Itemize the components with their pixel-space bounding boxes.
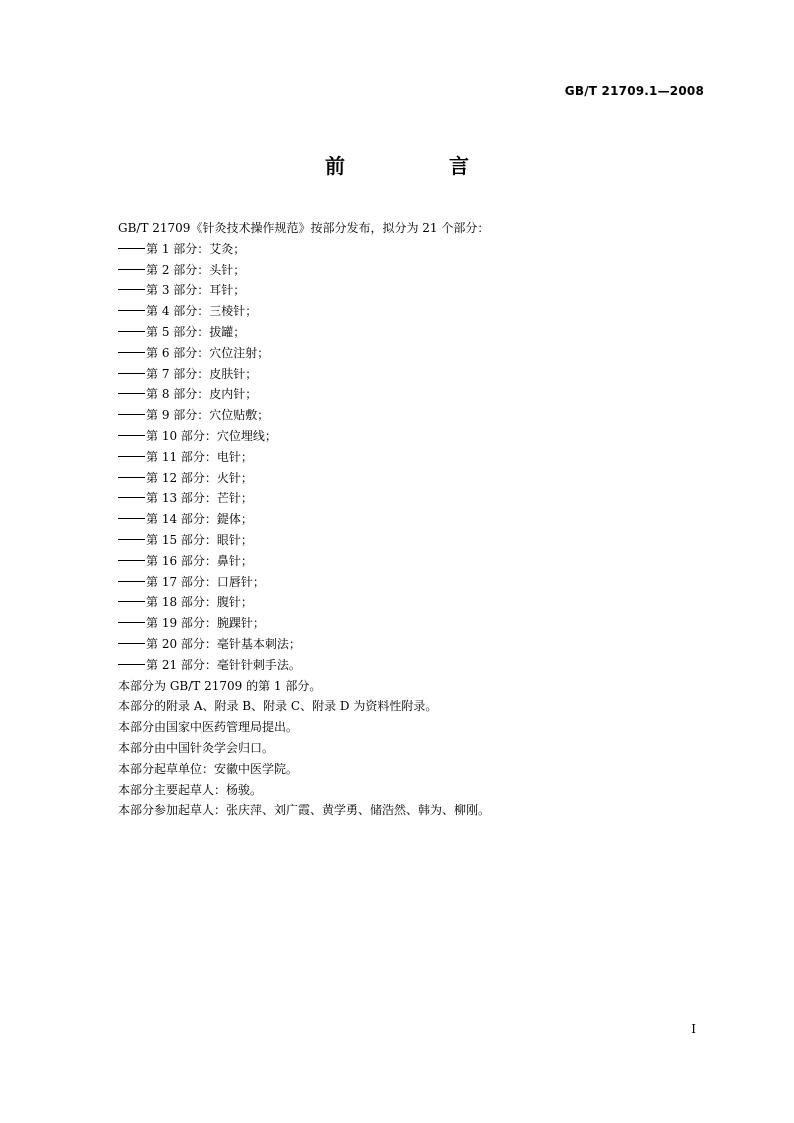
- part-label: 第 18 部分：腹针；: [146, 595, 253, 610]
- em-dash-marker: [118, 456, 145, 457]
- em-dash-marker: [118, 581, 145, 582]
- part-label: 第 14 部分：鍉体；: [146, 512, 253, 527]
- part-label: 第 4 部分：三棱针；: [146, 304, 258, 319]
- part-label: 第 1 部分：艾灸；: [146, 241, 246, 256]
- part-list-item: [118, 322, 708, 343]
- em-dash-marker: [118, 518, 145, 519]
- foreword-body: [118, 218, 708, 821]
- part-label: 第 13 部分：芒针；: [146, 491, 253, 506]
- statement-line: 本部分为 GB/T 21709 的第 1 部分。: [118, 678, 322, 693]
- intro-paragraph: GB/T 21709《针灸技术操作规范》按部分发布，拟分为 21 个部分：: [118, 221, 490, 235]
- em-dash-marker: [118, 352, 145, 353]
- part-label: 第 12 部分：火针；: [146, 470, 253, 485]
- part-label: 第 8 部分：皮内针；: [146, 387, 258, 402]
- em-dash-marker: [118, 310, 145, 311]
- part-label: 第 15 部分：眼针；: [146, 532, 253, 547]
- statement-line: 本部分起草单位：安徽中医学院。: [118, 761, 299, 776]
- part-list-item: [118, 634, 708, 655]
- statements-list: [118, 676, 708, 822]
- part-list-item: [118, 468, 708, 489]
- part-label: 第 2 部分：头针；: [146, 262, 246, 277]
- page-title: 前 言: [325, 154, 511, 178]
- statement-line: 本部分由中国针灸学会归口。: [118, 740, 275, 755]
- part-list-item: [118, 426, 708, 447]
- part-label: 第 3 部分：耳针；: [146, 283, 246, 298]
- statement-line: 本部分的附录 A、附录 B、附录 C、附录 D 为资料性附录。: [118, 699, 438, 714]
- part-list-item: [118, 613, 708, 634]
- part-label: 第 17 部分：口唇针；: [146, 574, 265, 589]
- em-dash-marker: [118, 601, 145, 602]
- statement-line: 本部分主要起草人：杨骏。: [118, 782, 263, 797]
- em-dash-marker: [118, 248, 145, 249]
- part-list-item: [118, 301, 708, 322]
- part-list-item: [118, 260, 708, 281]
- em-dash-marker: [118, 643, 145, 644]
- part-label: 第 10 部分：穴位埋线；: [146, 428, 277, 443]
- part-label: 第 21 部分：毫针针刺手法。: [146, 657, 301, 672]
- part-label: 第 7 部分：皮肤针；: [146, 366, 258, 381]
- part-list-item: [118, 239, 708, 260]
- em-dash-marker: [118, 289, 145, 290]
- part-list-item: [118, 509, 708, 530]
- em-dash-marker: [118, 664, 145, 665]
- part-list-item: [118, 572, 708, 593]
- part-label: 第 5 部分：拔罐；: [146, 324, 246, 339]
- em-dash-marker: [118, 393, 145, 394]
- part-label: 第 20 部分：毫针基本刺法；: [146, 636, 301, 651]
- em-dash-marker: [118, 539, 145, 540]
- part-list-item: [118, 384, 708, 405]
- part-list-item: [118, 655, 708, 676]
- part-label: 第 6 部分：穴位注射；: [146, 345, 270, 360]
- part-list-item: [118, 364, 708, 385]
- part-list-item: [118, 551, 708, 572]
- part-list-item: [118, 592, 708, 613]
- em-dash-marker: [118, 435, 145, 436]
- em-dash-marker: [118, 331, 145, 332]
- part-label: 第 16 部分：鼻针；: [146, 553, 253, 568]
- page-number: I: [691, 1022, 696, 1036]
- em-dash-marker: [118, 477, 145, 478]
- part-label: 第 11 部分：电针；: [146, 449, 253, 464]
- part-list-item: [118, 343, 708, 364]
- standard-number-header: GB/T 21709.1—2008: [564, 84, 704, 98]
- statement-line: 本部分由国家中医药管理局提出。: [118, 720, 299, 735]
- parts-list: [118, 239, 708, 676]
- part-label: 第 19 部分：腕踝针；: [146, 616, 265, 631]
- em-dash-marker: [118, 414, 145, 415]
- part-list-item: [118, 530, 708, 551]
- em-dash-marker: [118, 497, 145, 498]
- em-dash-marker: [118, 560, 145, 561]
- part-list-item: [118, 405, 708, 426]
- part-list-item: [118, 280, 708, 301]
- em-dash-marker: [118, 269, 145, 270]
- part-label: 第 9 部分：穴位贴敷；: [146, 408, 270, 423]
- statement-line: 本部分参加起草人：张庆萍、刘广霞、黄学勇、储浩然、韩为、柳刚。: [118, 803, 491, 818]
- em-dash-marker: [118, 373, 145, 374]
- em-dash-marker: [118, 622, 145, 623]
- part-list-item: [118, 447, 708, 468]
- part-list-item: [118, 488, 708, 509]
